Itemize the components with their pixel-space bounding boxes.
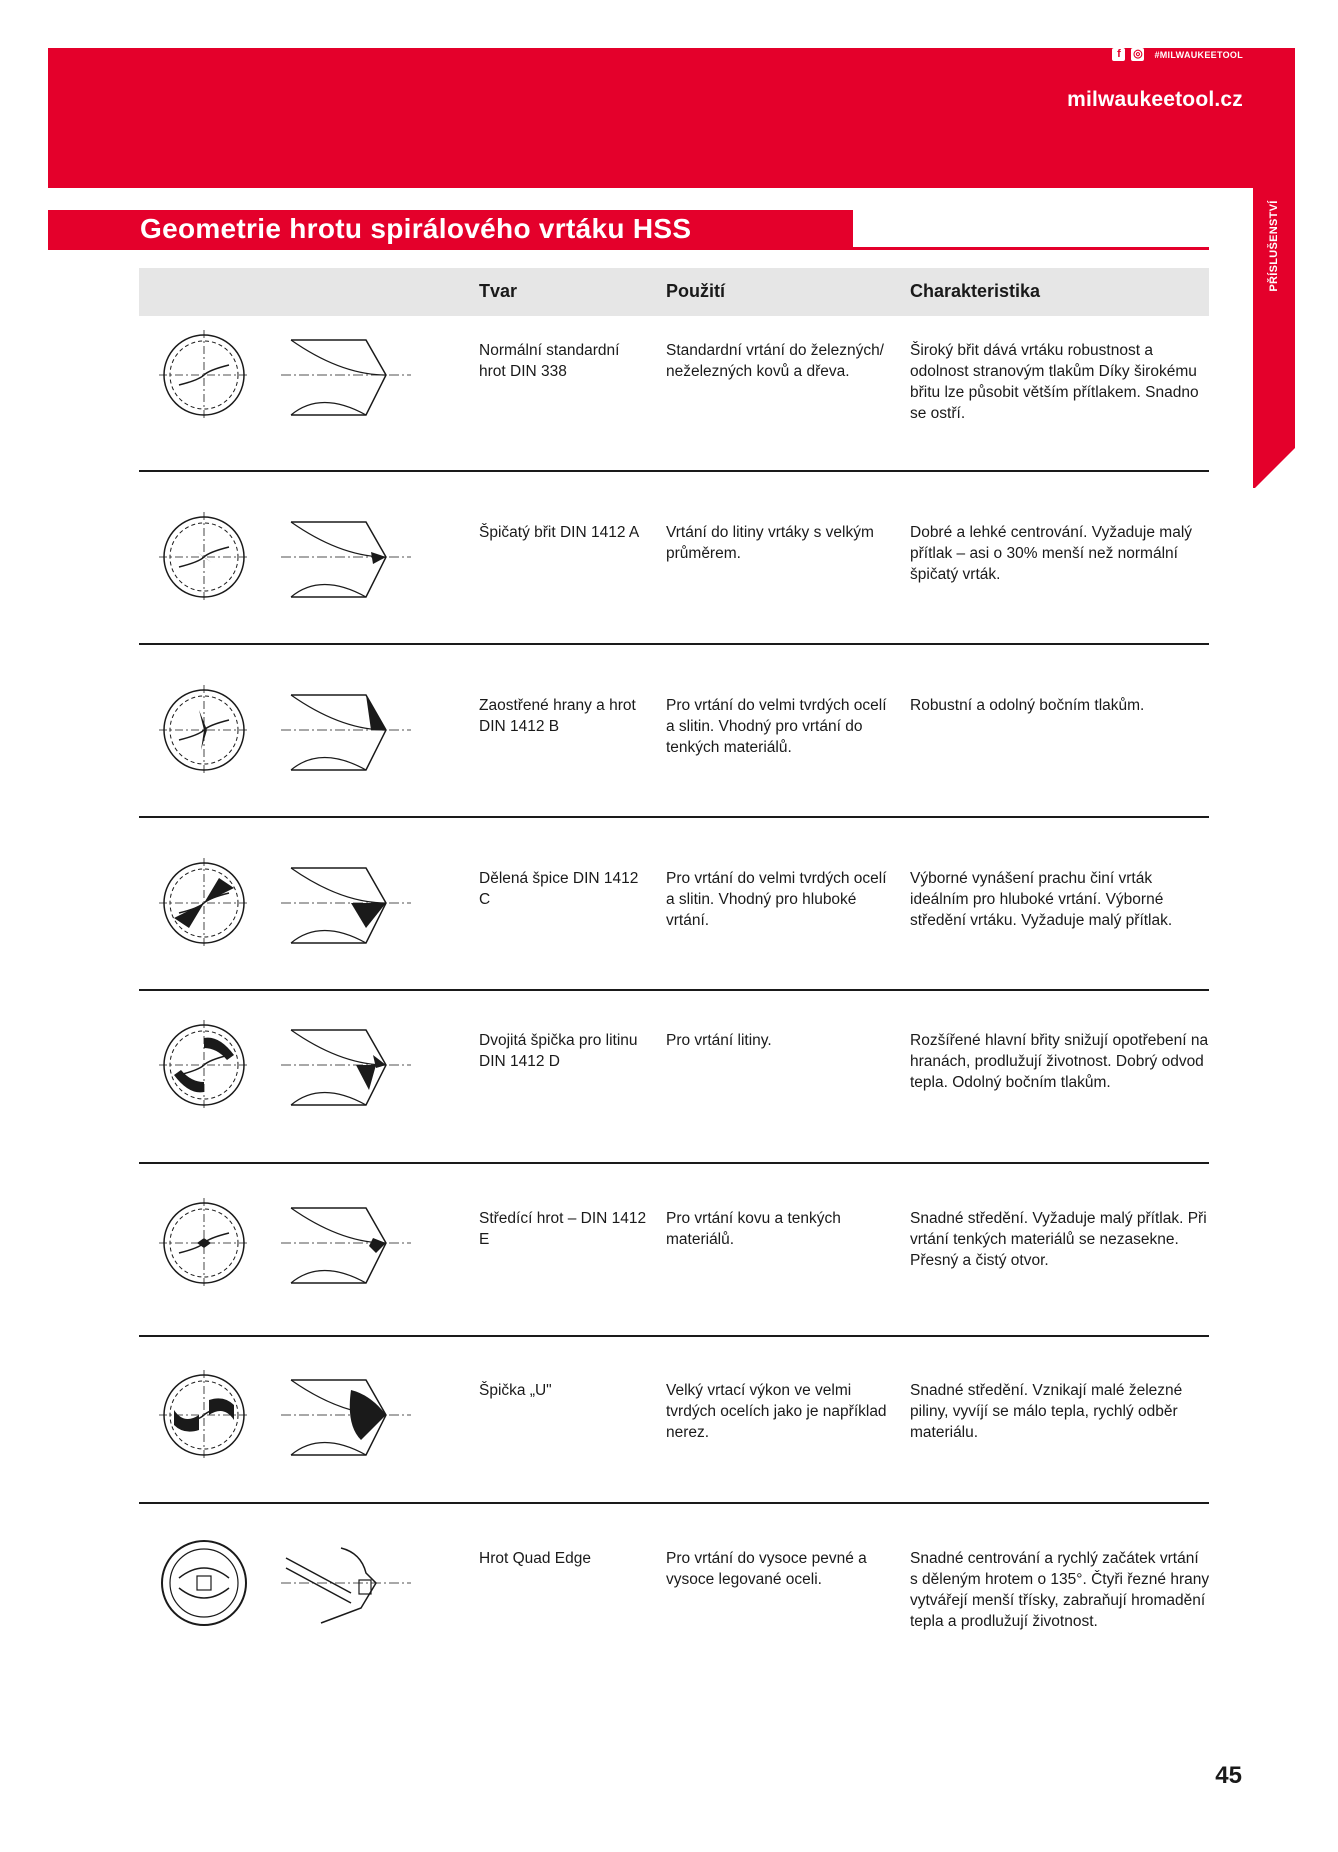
drill-tip-front-view-icon xyxy=(159,1370,249,1460)
drill-tip-front-view-icon xyxy=(159,685,249,775)
row-divider xyxy=(139,643,1209,645)
row-divider xyxy=(139,1162,1209,1164)
cell-pouziti: Standardní vrtání do železných/ neželezných kovů a dřeva. xyxy=(666,342,884,380)
hashtag: #MILWAUKEETOOL xyxy=(1154,49,1243,60)
cell-charakteristika: Rozšířené hlavní břity snižují opotřebení na hranách, prodlužují životnost. Dobrý odvod tepla. Odolný bočním tlakům. xyxy=(910,1032,1209,1091)
cell-pouziti: Pro vrtání litiny. xyxy=(666,1032,772,1049)
cell-tvar: Normální standardní hrot DIN 338 xyxy=(479,342,620,380)
cell-charakteristika: Robustní a odolný bočním tlakům. xyxy=(910,697,1145,714)
cell-charakteristika: Dobré a lehké centrování. Vyžaduje malý přítlak – asi o 30% menší než normální špičatý vrták. xyxy=(910,524,1193,583)
cell-tvar: Špička „U" xyxy=(479,1382,552,1399)
site-url[interactable]: milwaukeetool.cz xyxy=(1067,88,1243,111)
drill-tip-side-view-icon xyxy=(281,1370,411,1460)
facebook-icon[interactable]: f xyxy=(1112,48,1125,61)
cell-tvar: Špičatý břit DIN 1412 A xyxy=(479,524,640,541)
row-divider xyxy=(139,1502,1209,1504)
drill-tip-front-view-icon xyxy=(159,1020,249,1110)
cell-charakteristika: Snadné středění. Vznikají malé železné piliny, vyvíjí se málo tepla, rychlý odběr materiálu. xyxy=(910,1382,1183,1441)
cell-pouziti: Pro vrtání do velmi tvrdých ocelí a slitin. Vhodný pro vrtání do tenkých materiálů. xyxy=(666,697,887,756)
header-band xyxy=(48,48,1295,188)
cell-tvar: Hrot Quad Edge xyxy=(479,1550,592,1567)
cell-tvar: Zaostřené hrany a hrot DIN 1412 B xyxy=(479,697,636,735)
social-links xyxy=(1112,48,1243,61)
drill-tip-side-view-icon xyxy=(281,858,411,948)
drill-tip-front-view-icon xyxy=(159,512,249,602)
side-tab-label: PŘÍSLUŠENSTVÍ xyxy=(1268,200,1280,292)
title-rule xyxy=(853,247,1209,250)
cell-pouziti: Velký vrtací výkon ve velmi tvrdých ocelích jako je například nerez. xyxy=(666,1382,887,1441)
row-divider xyxy=(139,989,1209,991)
row-divider xyxy=(139,470,1209,472)
cell-charakteristika: Snadné centrování a rychlý začátek vrtání s děleným hrotem o 135°. Čtyři řezné hrany vytvářejí menší třísky, zabraňují hromadění tepla a prodlužují životnost. xyxy=(910,1550,1210,1630)
cell-pouziti: Pro vrtání kovu a tenkých materiálů. xyxy=(666,1210,841,1248)
header-pouziti: Použití xyxy=(666,281,725,301)
drill-tip-side-view-icon xyxy=(281,1020,411,1110)
drill-tip-side-view-icon xyxy=(281,1198,411,1288)
cell-tvar: Dělená špice DIN 1412 C xyxy=(479,870,639,908)
drill-tip-front-view-icon xyxy=(159,330,249,420)
cell-tvar: Středící hrot – DIN 1412 E xyxy=(479,1210,647,1248)
instagram-icon[interactable]: ◎ xyxy=(1133,48,1143,60)
drill-tip-front-view-icon xyxy=(159,1538,249,1628)
cell-pouziti: Pro vrtání do vysoce pevné a vysoce legované oceli. xyxy=(666,1550,867,1588)
cell-charakteristika: Široký břit dává vrtáku robustnost a odolnost stranovým tlakům Díky širokému břitu lze působit větším přítlakem. Snadno se ostří. xyxy=(910,342,1199,422)
drill-tip-side-view-icon xyxy=(281,685,411,775)
cell-tvar: Dvojitá špička pro litinu DIN 1412 D xyxy=(479,1032,638,1070)
row-divider xyxy=(139,816,1209,818)
drill-tip-front-view-icon xyxy=(159,1198,249,1288)
cell-charakteristika: Výborné vynášení prachu činí vrták ideálním pro hluboké vrtání. Výborné středění vrtáku. Vyžaduje malý přítlak. xyxy=(910,870,1173,929)
side-tab xyxy=(1253,188,1295,448)
page-title: Geometrie hrotu spirálového vrtáku HSS xyxy=(140,213,692,244)
page-number: 45 xyxy=(1215,1762,1242,1789)
cell-pouziti: Vrtání do litiny vrtáky s velkým průměrem. xyxy=(666,524,874,562)
header-charakteristika: Charakteristika xyxy=(910,281,1041,301)
row-divider xyxy=(139,1335,1209,1337)
drill-tip-front-view-icon xyxy=(159,858,249,948)
cell-charakteristika: Snadné středění. Vyžaduje malý přítlak. Při vrtání tenkých materiálů se nezasekne. Přesný a čistý otvor. xyxy=(910,1210,1207,1269)
header-tvar: Tvar xyxy=(479,281,518,301)
drill-tip-side-view-icon xyxy=(281,1538,411,1628)
drill-tip-side-view-icon xyxy=(281,512,411,602)
drill-tip-side-view-icon xyxy=(281,330,411,420)
cell-pouziti: Pro vrtání do velmi tvrdých ocelí a slitin. Vhodný pro hluboké vrtání. xyxy=(666,870,887,929)
